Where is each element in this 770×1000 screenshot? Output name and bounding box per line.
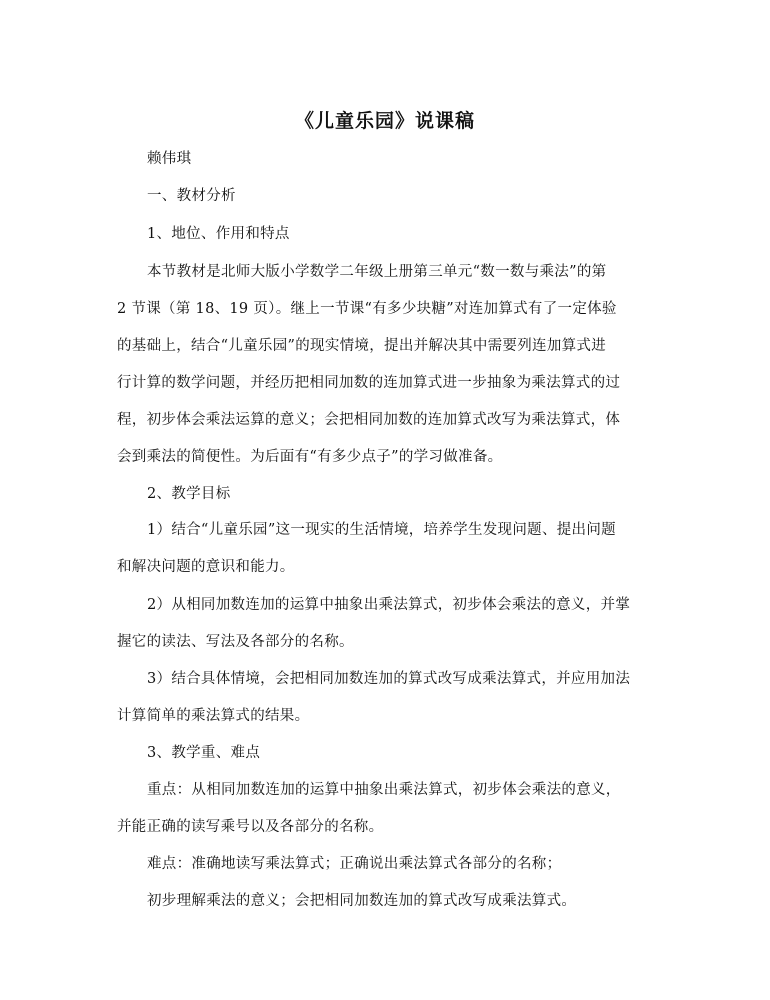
paragraph-line: 并能正确的读写乘号以及各部分的名称。	[117, 819, 384, 835]
paragraph-line: 握它的读法、写法及各部分的名称。	[117, 634, 354, 650]
paragraph-line: 重点：从相同加数连加的运算中抽象出乘法算式，初步体会乘法的意义，	[147, 782, 621, 798]
paragraph-line: 难点：准确地读写乘法算式；正确说出乘法算式各部分的名称；	[147, 856, 562, 872]
paragraph-line: 程，初步体会乘法运算的意义；会把相同加数的连加算式改写为乘法算式，体	[117, 412, 621, 428]
paragraph-line: 2）从相同加数连加的运算中抽象出乘法算式，初步体会乘法的意义，并掌	[147, 597, 631, 613]
paragraph-line: 行计算的数学问题，并经历把相同加数的连加算式进一步抽象为乘法算式的过	[117, 375, 621, 391]
document-title: 《儿童乐园》说课稿	[294, 110, 475, 132]
author-name: 赖伟琪	[147, 151, 192, 167]
subsection-heading: 3、教学重、难点	[147, 745, 261, 761]
paragraph-line: 初步理解乘法的意义；会把相同加数连加的算式改写成乘法算式。	[147, 893, 577, 909]
paragraph-line: 2 节课（第 18、19 页）。继上一节课“有多少块糖”对连加算式有了一定体验	[117, 301, 617, 317]
section-heading: 一、教材分析	[147, 188, 236, 204]
paragraph-line: 本节教材是北师大版小学数学二年级上册第三单元“数一数与乘法”的第	[147, 264, 607, 280]
subsection-heading: 2、教学目标	[147, 486, 231, 502]
paragraph-line: 3）结合具体情境，会把相同加数连加的算式改写成乘法算式，并应用加法	[147, 671, 631, 687]
paragraph-line: 的基础上，结合“儿童乐园”的现实情境，提出并解决其中需要列连加算式进	[117, 338, 607, 354]
paragraph-line: 会到乘法的简便性。为后面有“有多少点子”的学习做准备。	[117, 449, 503, 465]
paragraph-line: 1）结合“儿童乐园”这一现实的生活情境，培养学生发现问题、提出问题	[147, 522, 616, 538]
paragraph-line: 和解决问题的意识和能力。	[117, 559, 295, 575]
subsection-heading: 1、地位、作用和特点	[147, 226, 290, 242]
paragraph-line: 计算简单的乘法算式的结果。	[117, 708, 310, 724]
